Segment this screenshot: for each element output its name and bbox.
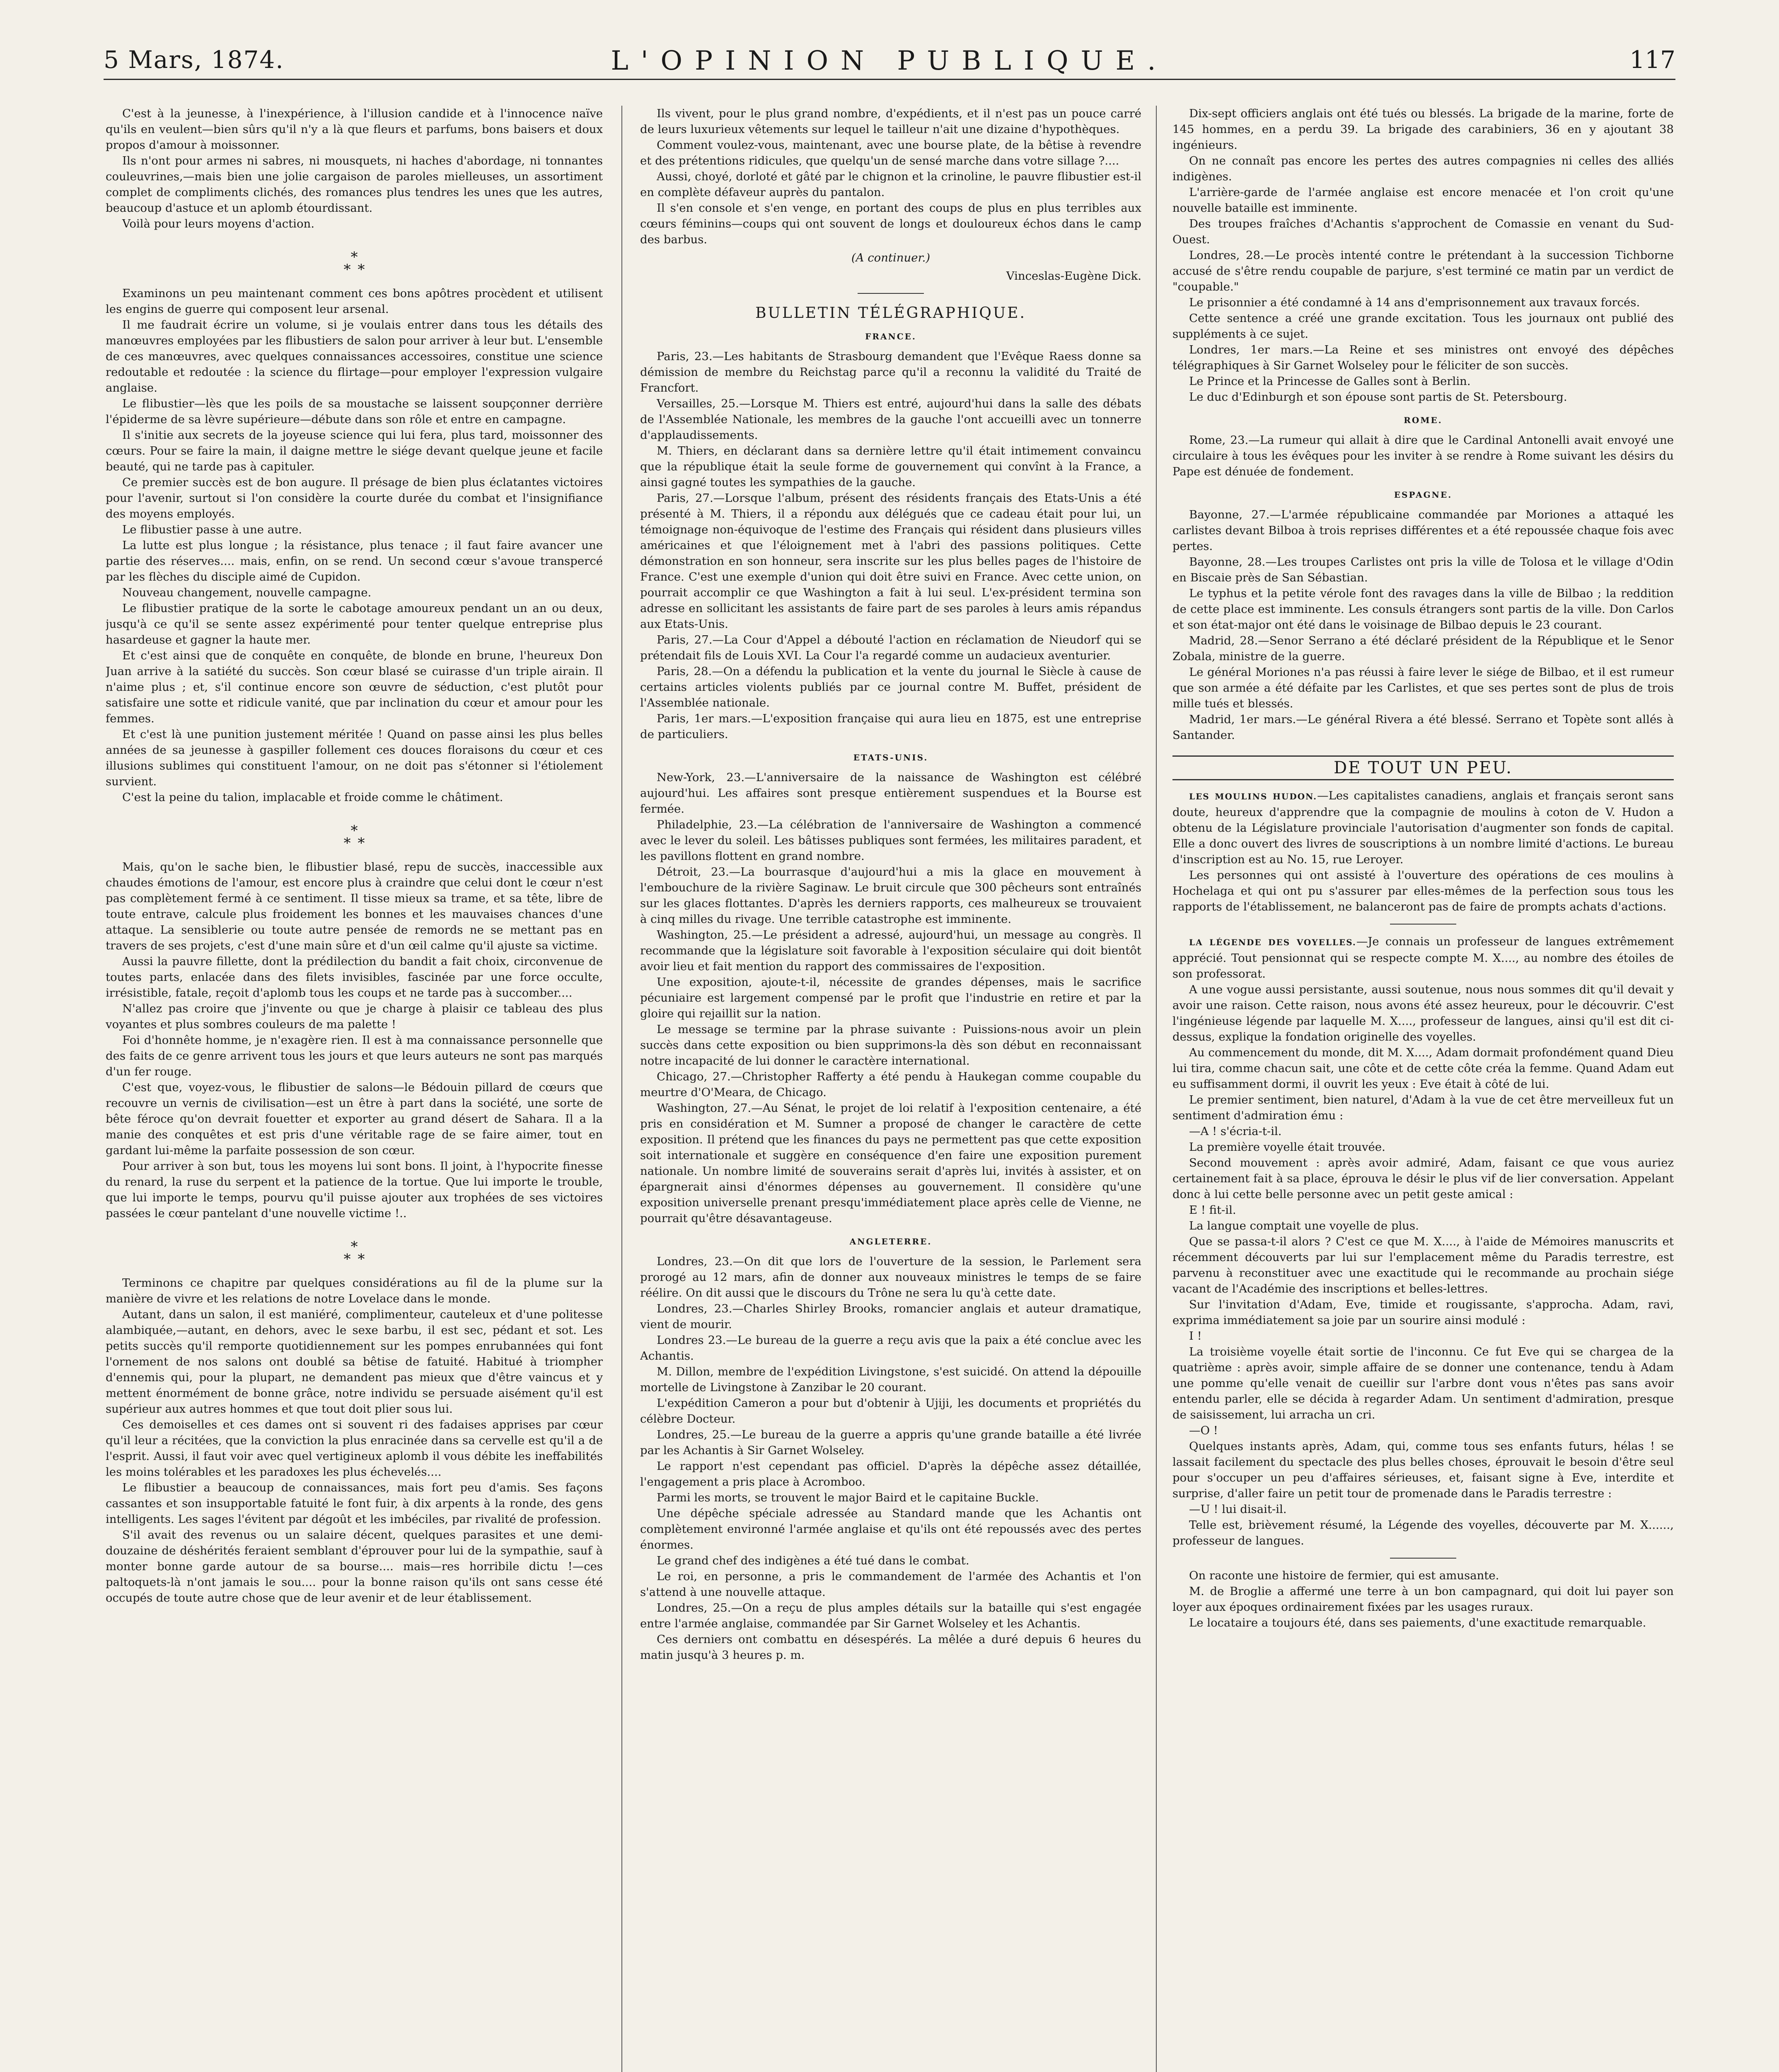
paragraph: Et c'est ainsi que de conquête en conquête, de blonde en brune, l'heureux Don Juan arrive à la satiété du succès. Son cœur blasé se cuirasse d'un triple airain. Il n'aime plus ; et, s'il continue encore son œuvre de séduction, c'est plutôt pour satisfaire une sotte et ridicule vanité, que par inclination du cœur et amour pour les femmes. xyxy=(106,649,603,725)
dispatch: Bayonne, 27.—L'armée républicaine commandée par Moriones a attaqué les carlistes devant Bilboa à trois reprises différentes et a été repoussée chaque fois avec pertes. xyxy=(1172,508,1674,553)
feuilleton-part-4 xyxy=(106,1275,603,1606)
dispatch: Le grand chef des indigènes a été tué dans le combat. xyxy=(657,1554,969,1567)
feuilleton-part-2 xyxy=(106,286,603,805)
paragraph: Ils n'ont pour armes ni sabres, ni mousquets, ni haches d'abordage, ni tonnantes couleuvrines,—mais bien une jolie cargaison de paroles mielleuses, un assortiment complet de compliments clichés, des romances plus tendres les unes que les autres, beaucoup d'astuce et un aplomb étourdissant. xyxy=(106,154,603,215)
dispatch: On ne connaît pas encore les pertes des autres compagnies ni celles des alliés indigènes. xyxy=(1172,154,1674,183)
paragraph: La troisième voyelle était sortie de l'inconnu. Ce fut Eve qui se chargea de la quatrième : après avoir, simple affaire de se donner une contenance, tendu à Adam une pomme qu'elle venait de cueillir sur l'arbre dont vous n'êtes pas sans avoir entendu parler, elle se décida à regarder Adam. Un sentiment d'admiration, presque de saisissement, lui arracha un cri. xyxy=(1172,1345,1674,1421)
subsection-etats-unis: ETATS-UNIS. xyxy=(853,753,928,762)
paragraph: Au commencement du monde, dit M. X...., Adam dormait profondément quand Dieu lui tira, comme chacun sait, une côte et de cette côte créa la femme. Quand Adam eut eu suffisamment dormi, il ouvrit les yeux : Eve était à côté de lui. xyxy=(1172,1046,1674,1091)
dispatch: Le duc d'Edinburgh et son épouse sont partis de St. Petersbourg. xyxy=(1189,390,1567,404)
paragraph: E ! fit-il. xyxy=(1189,1203,1236,1217)
dispatch: Paris, 1er mars.—L'exposition française qui aura lieu en 1875, est une entreprise de particuliers. xyxy=(640,712,1141,741)
paragraph: —O ! xyxy=(1189,1424,1218,1437)
paragraph: Ce premier succès est de bon augure. Il présage de bien plus éclatantes victoires pour l'avenir, surtout si l'on considère la courte durée du combat et l'insignifiance des moyens employés. xyxy=(106,476,603,520)
dispatch: Le général Moriones n'a pas réussi à faire lever le siége de Bilbao, et il est rumeur que son armée a été défaite par les Carlistes, et que ses pertes sont de plus de trois mille tués et blessés. xyxy=(1172,666,1674,710)
paragraph: La première voyelle était trouvée. xyxy=(1189,1140,1385,1154)
section-title-de-tout-un-peu: DE TOUT UN PEU. xyxy=(1172,755,1674,780)
issue-date: 5 Mars, 1874. xyxy=(104,46,284,74)
dispatch: Parmi les morts, se trouvent le major Baird et le capitaine Buckle. xyxy=(657,1491,1039,1504)
paragraph: Telle est, brièvement résumé, la Légende des voyelles, découverte par M. X......, professeur de langues. xyxy=(1172,1518,1674,1547)
dispatch: Le typhus et la petite vérole font des ravages dans la ville de Bilbao ; la reddition de cette place est imminente. Les consuls étrangers sont partis de la ville. Don Carlos et son état-major ont été dans le voisinage de Bilbao depuis le 23 courant. xyxy=(1172,587,1674,632)
item-text: —Les capitalistes canadiens, anglais et français seront sans doute, heureux d'apprendre que la compagnie de moulins à coton de V. Hudon a obtenu de la Législature provinciale l'autorisation d'augmenter son fonds de capital. Elle a donc ouvert des livres de souscriptions à un nombre limité d'actions. Le bureau d'inscription est au No. 15, rue Leroyer. xyxy=(1172,789,1674,866)
paragraph: Autant, dans un salon, il est maniéré, complimenteur, cauteleux et d'une politesse alambiquée,—autant, en dehors, avec le sexe barbu, il est sec, pédant et sot. Les petits succès qu'il remporte quotidiennement sur les pompes enrubannées qui font l'ornement de nos salons ont doublé sa bêtise de fatuité. Habitué à triompher d'ennemis qui, pour la plupart, ne demandent pas mieux que d'être vaincus et y mettent énormément de bonne grâce, notre individu se persuade aisément qu'il est supérieur aux autres hommes et que tout doit plier sous lui. xyxy=(106,1308,603,1416)
dispatch: Le Prince et la Princesse de Galles sont à Berlin. xyxy=(1189,375,1471,388)
section-title-bulletin: BULLETIN TÉLÉGRAPHIQUE. xyxy=(755,305,1026,322)
paragraph: Que se passa-t-il alors ? C'est ce que M. X...., à l'aide de Mémoires manuscrits et récemment découverts par lui sur l'emplacement même du Paradis terrestre, est parvenu à reconstituer avec une exactitude qui le recommande au prochain siége vacant de l'Académie des inscriptions et belles-lettres. xyxy=(1172,1235,1674,1295)
dispatch: Londres, 23.—On dit que lors de l'ouverture de la session, le Parlement sera prorogé au 12 mars, afin de donner aux nouveaux ministres le temps de se faire réélire. On dit aussi que le discours du Trône ne sera lu qu'à cette date. xyxy=(640,1255,1141,1300)
dispatch: Londres, 25.—On a reçu de plus amples détails sur la bataille qui s'est engagée entre l'armée anglaise, commandée par Sir Garnet Wolseley et les Achantis. xyxy=(640,1601,1141,1630)
dispatch: Paris, 27.—Lorsque l'album, présent des résidents français des Etats-Unis a été présenté à M. Thiers, il a répondu aux délégués que ce cadeau était pour lui, un témoignage non-équivoque de l'estime des Français qui résident dans plusieurs villes américaines et que l'éloignement met à l'abri des passions politiques. Cette démonstration en son honneur, sera inscrite sur les plus belles pages de l'histoire de France. C'est une exemple d'union qui doit être suivi en France. Avec cette union, on pourrait accomplir ce que Washington a fait à lui seul. L'ex-président termina son adresse en sollicitant les assistants de faire part de ses paroles à leurs amis répandus aux Etats-Unis. xyxy=(640,491,1141,631)
dispatch: Une exposition, ajoute-t-il, nécessite de grandes dépenses, mais le sacrifice pécuniaire est largement compensé par le profit que l'industrie en retire et par la gloire qui rejaillit sur la nation. xyxy=(640,975,1141,1020)
paragraph: Nouveau changement, nouvelle campagne. xyxy=(122,586,372,599)
dispatch: Bayonne, 28.—Les troupes Carlistes ont pris la ville de Tolosa et le village d'Odin en Biscaie près de San Sébastian. xyxy=(1172,555,1674,584)
paragraph: Il me faudrait écrire un volume, si je voulais entrer dans tous les détails des manœuvres employées par les flibustiers de salon pour arriver à leur but. L'ensemble de ces manœuvres, avec quelques connaissances accessoires, constitue une science redoutable et redoutée : la science du flirtage—pour employer l'expression vulgaire anglaise. xyxy=(106,318,603,395)
paragraph: On raconte une histoire de fermier, qui est amusante. xyxy=(1189,1569,1499,1582)
item-text: —Je connais un professeur de langues extrêmement apprécié. Tout pensionnat qui se respecte compte M. X...., au nombre des étoiles de son professorat. xyxy=(1172,935,1674,980)
paragraph: —A ! s'écria-t-il. xyxy=(1189,1125,1282,1138)
paragraph: La lutte est plus longue ; la résistance, plus tenace ; il faut faire avancer une partie des réserves.... mais, enfin, on se rend. Un second cœur s'avoue transpercé par les flèches du disciple aimé de Cupidon. xyxy=(106,539,603,583)
paragraph: Ces demoiselles et ces dames ont si souvent ri des fadaises apprises par cœur qu'il leur a récitées, que la conviction la plus enracinée dans sa cervelle est qu'il a de l'esprit. Aussi, il faut voir avec quel vertigineux aplomb il vous débite les ineffabilités les moins tolérables et les paradoxes les plus échevelés.... xyxy=(106,1418,603,1479)
column-rule xyxy=(621,106,622,2072)
paragraph: Et c'est là une punition justement méritée ! Quand on passe ainsi les plus belles années de sa jeunesse à gaspiller follement ces douces floraisons du cœur et ces illusions sublimes qui constituent l'amour, on ne doit pas s'étonner si l'étiolement survient. xyxy=(106,728,603,788)
subsection-france: FRANCE. xyxy=(865,332,916,341)
column-2 xyxy=(640,106,1141,2072)
paragraph: Les personnes qui ont assisté à l'ouverture des opérations de ces moulins à Hochelaga et qui ont pu s'assurer par elles-mêmes de la perfection sous tous les rapports de l'établissement, ne balanceront pas de faire de prompts achats d'actions. xyxy=(1172,869,1674,913)
paragraph: Mais, qu'on le sache bien, le flibustier blasé, repu de succès, inaccessible aux chaudes émotions de l'amour, est encore plus à craindre que celui dont le cœur n'est pas complètement fermé à ce sentiment. Il tisse mieux sa trame, et sa tête, libre de toute entrave, calcule plus froidement les bonnes et les mauvaises chances d'une attaque. La sensiblerie ou toute autre pensée de remords ne se mettant pas en travers de ses projets, c'est d'une main sûre et d'un œil calme qu'il ajuste sa victime. xyxy=(106,860,603,952)
paragraph: Pour arriver à son but, tous les moyens lui sont bons. Il joint, à l'hypocrite finesse du renard, la ruse du serpent et la patience de la tortue. Que lui importe le trouble, que lui importe le temps, pourvu qu'il puisse ajouter aux trophées de ses victoires passées le cœur pantelant d'une nouvelle victime !.. xyxy=(106,1159,603,1220)
dispatch: Détroit, 23.—La bourrasque d'aujourd'hui a mis la glace en mouvement à l'embouchure de la rivière Saginaw. Le bruit circule que 300 pêcheurs sont entraînés sur les glaces flottantes. D'après les derniers rapports, ces malheureux se trouvaient à cinq milles du rivage. Une terrible catastrophe est imminente. xyxy=(640,865,1141,926)
paragraph: Quelques instants après, Adam, qui, comme tous ses enfants futurs, hélas ! se lassait facilement du spectacle des plus belles choses, éprouvait le besoin d'être seul pour s'occuper un peu d'affaires sérieuses, et, faisant signe à Eve, interdite et surprise, d'aller faire un petit tour de promenade dans le Paradis terrestre : xyxy=(1172,1440,1674,1500)
paragraph: La langue comptait une voyelle de plus. xyxy=(1189,1219,1419,1232)
column-3 xyxy=(1172,106,1674,2072)
paragraph: C'est la peine du talion, implacable et froide comme le châtiment. xyxy=(122,791,503,804)
paragraph: I ! xyxy=(1189,1329,1202,1343)
dispatch: Washington, 27.—Au Sénat, le projet de loi relatif à l'exposition centenaire, a été pris en considération et M. Sumner a proposé de changer le caractère de cette exposition. Il prétend que les finances du pays ne permettent pas que cette exposition soit internationale et suggère en conséquence d'en faire une exposition purement nationale. Un nombre limité de souverains serait d'après lui, invités à assister, et on épargnerait ainsi d'énormes dépenses au gouvernement. Il considère qu'une exposition universelle prenant presqu'immédiatement place après celle de Vienne, ne pourrait qu'être désavantageuse. xyxy=(640,1101,1141,1225)
dispatch: Dix-sept officiers anglais ont été tués ou blessés. La brigade de la marine, forte de 145 hommes, en a perdu 39. La brigade des carabiniers, 36 en y ajoutant 38 ingénieurs. xyxy=(1172,107,1674,152)
dispatch: Versailles, 25.—Lorsque M. Thiers est entré, aujourd'hui dans la salle des débats de l'Assemblée Nationale, les membres de la gauche l'ont accueilli avec un tonnerre d'applaudissements. xyxy=(640,397,1141,442)
paragraph: Foi d'honnête homme, je n'exagère rien. Il est à ma connaissance personnelle que des faits de ce genre arrivent tous les jours et que leurs auteurs ne sont pas marqués d'un fer rouge. xyxy=(106,1034,603,1078)
dispatch: Madrid, 28.—Senor Serrano a été déclaré président de la République et le Senor Zobala, ministre de la guerre. xyxy=(1172,634,1674,663)
dispatch: Londres 23.—Le bureau de la guerre a reçu avis que la paix a été conclue avec les Achantis. xyxy=(640,1334,1141,1363)
paragraph: Il s'en console et s'en venge, en portant des coups de plus en plus terribles aux cœurs féminins—coups qui ont souvent de longs et douloureux échos dans le camp des barbus. xyxy=(640,201,1141,246)
feuilleton-part-3 xyxy=(106,859,603,1221)
paragraph: Aussi, choyé, dorloté et gâté par le chignon et la crinoline, le pauvre flibustier est-il en complète défaveur auprès du pantalon. xyxy=(640,170,1141,199)
dispatch: Ces derniers ont combattu en désespérés. La mêlée a duré depuis 6 heures du matin jusqu'à 3 heures p. m. xyxy=(640,1633,1141,1662)
subsection-angleterre: ANGLETERRE. xyxy=(849,1237,932,1247)
paragraph: Comment voulez-vous, maintenant, avec une bourse plate, de la bêtise à revendre et des prétentions ridicules, que quelqu'un de sensé marche dans votre sillage ?.... xyxy=(640,138,1141,167)
subsection-espagne: ESPAGNE. xyxy=(1394,490,1453,500)
page-number: 117 xyxy=(1629,46,1675,74)
asterism-divider: ∗ ∗ ∗ xyxy=(342,246,366,275)
paragraph: Il s'initie aux secrets de la joyeuse science qui lui fera, plus tard, moissonner des cœurs. Pour se faire la main, il daigne mettre le siége devant quelque jeune et facile beauté, qui ne tarde pas à capituler. xyxy=(106,428,603,473)
paragraph: Le flibustier—lès que les poils de sa moustache se laissent soupçonner derrière l'épiderme de sa lèvre supérieure—débute dans son rôle et entre en campagne. xyxy=(106,397,603,426)
dispatch: Paris, 28.—On a défendu la publication et la vente du journal le Siècle à cause de certains articles violents publiés par ce journal contre M. Buffet, président de l'Assemblée nationale. xyxy=(640,665,1141,709)
dispatch: Washington, 25.—Le président a adressé, aujourd'hui, un message au congrès. Il recommande que la législature soit favorable à l'exposition séculaire qui doit bientôt avoir lieu et fait mention du rapport des commissaires de l'exposition. xyxy=(640,928,1141,973)
dispatch: Londres, 28.—Le procès intenté contre le prétendant à la succession Tichborne accusé de s'être rendu coupable de parjure, s'est terminé ce matin par un verdict de "coupable." xyxy=(1172,249,1674,293)
dispatch: M. Dillon, membre de l'expédition Livingstone, s'est suicidé. On attend la dépouille mortelle de Livingstone à Zanzibar le 20 courant. xyxy=(640,1365,1141,1394)
item-legende-voyelles xyxy=(1172,934,1674,982)
subsection-rome: ROME. xyxy=(1404,415,1443,425)
paragraph: C'est à la jeunesse, à l'inexpérience, à l'illusion candide et à l'innocence naïve qu'ils en veulent—bien sûrs qu'il n'y a là que fleurs et parfums, bons baisers et doux propos d'amour à moissonner. xyxy=(106,107,603,152)
paragraph: Le flibustier passe à une autre. xyxy=(122,523,302,536)
column-rule xyxy=(1156,106,1157,2072)
dispatch: New-York, 23.—L'anniversaire de la naissance de Washington est célébré aujourd'hui. Les affaires sont presque entièrement suspendues et la Bourse est fermée. xyxy=(640,771,1141,816)
item-moulins-hudon xyxy=(1172,788,1674,867)
to-be-continued: (A continuer.) xyxy=(851,251,931,264)
dispatch: Une dépêche spéciale adressée au Standard mande que les Achantis ont complètement environné l'armée anglaise et qu'ils ont été repoussés avec des pertes énormes. xyxy=(640,1507,1141,1552)
item-lead: LA LÉGENDE DES VOYELLES. xyxy=(1189,937,1356,947)
paragraph: A une vogue aussi persistante, aussi soutenue, nous nous sommes dit qu'il devait y avoir une raison. Cette raison, nous avons été assez heureux, pour le découvrir. C'est l'ingénieuse légende par laquelle M. X...., professeur de langues, ainsi qu'il est dit ci-dessus, explique la fondation originelle des voyelles. xyxy=(1172,983,1674,1043)
paragraph: Le flibustier a beaucoup de connaissances, mais fort peu d'amis. Ses façons cassantes et son insupportable fatuité le font fuir, à dix arpents à la ronde, des gens intelligents. Les sages l'évitent par dégoût et les imbéciles, par rivalité de profession. xyxy=(106,1481,603,1526)
dispatch: Des troupes fraîches d'Achantis s'approchent de Comassie en venant du Sud-Ouest. xyxy=(1172,217,1674,246)
dispatch: Le rapport n'est cependant pas officiel. D'après la dépêche assez détaillée, l'engagement a pris place à Acromboo. xyxy=(640,1460,1141,1489)
asterism-divider: ∗ ∗ ∗ xyxy=(342,820,366,849)
column-1 xyxy=(106,106,603,2072)
divider xyxy=(1390,1558,1456,1559)
paragraph: N'allez pas croire que j'invente ou que je charge à plaisir ce tableau des plus voyantes et plus sombres couleurs de ma palette ! xyxy=(106,1002,603,1031)
dispatch: L'arrière-garde de l'armée anglaise est encore menacée et l'on croit qu'une nouvelle bataille est imminente. xyxy=(1172,186,1674,215)
paragraph: —U ! lui disait-il. xyxy=(1189,1503,1287,1516)
dispatch: Le prisonnier a été condamné à 14 ans d'emprisonnement aux travaux forcés. xyxy=(1189,296,1640,309)
dispatch: Le message se termine par la phrase suivante : Puissions-nous avoir un plein succès dans cette exposition ou bien supprimons-la dès son début en reconnaissant notre incapacité de lui donner le caractère international. xyxy=(640,1023,1141,1067)
running-head xyxy=(104,46,1675,80)
dispatch: Paris, 23.—Les habitants de Strasbourg demandent que l'Evêque Raess donne sa démission de membre du Reichstag parce qu'il a reconnu la validité du Traité de Francfort. xyxy=(640,350,1141,395)
dispatch: Londres, 23.—Charles Shirley Brooks, romancier anglais et auteur dramatique, vient de mourir. xyxy=(640,1302,1141,1331)
paragraph: Aussi la pauvre fillette, dont la prédilection du bandit a fait choix, circonvenue de toutes parts, enlacée dans des filets invisibles, fascinée par une force occulte, irrésistible, fatale, reçoit d'aplomb tous les coups et ne tarde pas à succomber.... xyxy=(106,955,603,1000)
dispatch: Le roi, en personne, a pris le commandement de l'armée des Achantis et l'on s'attend à une nouvelle attaque. xyxy=(640,1570,1141,1599)
paragraph: Ils vivent, pour le plus grand nombre, d'expédients, et il n'est pas un pouce carré de leurs luxurieux vêtements sur lequel le tailleur n'ait une dizaine d'hypothèques. xyxy=(640,107,1141,136)
dispatch: Paris, 27.—La Cour d'Appel a débouté l'action en réclamation de Nieudorf qui se prétendait fils de Louis XVI. La Cour l'a regardé comme un audacieux aventurier. xyxy=(640,633,1141,662)
divider xyxy=(858,293,924,294)
paragraph: Second mouvement : après avoir admiré, Adam, faisant ce que vous auriez certainement fait à sa place, éprouva le désir le plus vif de lier conversation. Appelant donc à lui cette belle personne avec un petit geste amical : xyxy=(1172,1156,1674,1201)
masthead-title: L'OPINION PUBLIQUE. xyxy=(611,46,1168,76)
dispatch: Madrid, 1er mars.—Le général Rivera a été blessé. Serrano et Topète sont allés à Santander. xyxy=(1172,713,1674,742)
paragraph: Le flibustier pratique de la sorte le cabotage amoureux pendant un an ou deux, jusqu'à ce qu'il se sente assez expérimenté pour tenter quelque entreprise plus hasardeuse et gagner la haute mer. xyxy=(106,602,603,646)
dispatch: M. Thiers, en déclarant dans sa dernière lettre qu'il était intimement convaincu que la république était la seule forme de gouvernement qui convînt à la France, a ainsi gagné toutes les sympathies de la gauche. xyxy=(640,444,1141,489)
paragraph: S'il avait des revenus ou un salaire décent, quelques parasites et une demi-douzaine de déshérités feraient semblant d'éprouver pour lui de la sympathie, sauf à monter bonne garde autour de sa bourse.... mais—res horribile dictu !—ces paltoquets-là n'ont jamais le sou.... pour la bonne raison qu'ils ont sans cesse été occupés de toute autre chose que de leur avenir et de leur établissement. xyxy=(106,1528,603,1605)
dispatch: Philadelphie, 23.—La célébration de l'anniversaire de Washington a commencé avec le lever du soleil. Les bâtisses publiques sont fermées, les militaires paradent, et les pavillons flottent en grand nombre. xyxy=(640,818,1141,863)
dispatch: Chicago, 27.—Christopher Rafferty a été pendu à Haukegan comme coupable du meurtre d'O'Meara, de Chicago. xyxy=(640,1070,1141,1099)
divider xyxy=(1390,924,1456,925)
item-lead: LES MOULINS HUDON. xyxy=(1189,792,1317,801)
paragraph: Le premier sentiment, bien naturel, d'Adam à la vue de cet être merveilleux fut un sentiment d'admiration ému : xyxy=(1172,1093,1674,1122)
dispatch: L'expédition Cameron a pour but d'obtenir à Ujiji, les documents et propriétés du célèbre Docteur. xyxy=(640,1397,1141,1426)
dispatch: Londres, 1er mars.—La Reine et ses ministres ont envoyé des dépêches télégraphiques à Sir Garnet Wolseley pour le féliciter de son succès. xyxy=(1172,343,1674,372)
feuilleton-part-1 xyxy=(106,106,603,232)
paragraph: C'est que, voyez-vous, le flibustier de salons—le Bédouin pillard de cœurs que recouvre un vernis de civilisation—est un être à part dans la société, une sorte de bête féroce qu'on devrait fouetter et exporter au grand désert de Sahara. Il a la manie des conquêtes et est pris d'une véritable rage de se faire aimer, tout en gardant lui-même la parfaite possession de son cœur. xyxy=(106,1081,603,1157)
paragraph: M. de Broglie a affermé une terre à un bon campagnard, qui doit lui payer son loyer aux époques ordinairement fixées par les usages ruraux. xyxy=(1172,1585,1674,1614)
paragraph: Terminons ce chapitre par quelques considérations au fil de la plume sur la manière de vivre et les relations de notre Lovelace dans le monde. xyxy=(106,1276,603,1305)
dispatch: Londres, 25.—Le bureau de la guerre a appris qu'une grande bataille a été livrée par les Achantis à Sir Garnet Wolseley. xyxy=(640,1428,1141,1457)
paragraph: Sur l'invitation d'Adam, Eve, timide et rougissante, s'approcha. Adam, ravi, exprima immédiatement sa joie par un sourire ainsi modulé : xyxy=(1172,1298,1674,1327)
author-signature: Vinceslas-Eugène Dick. xyxy=(1006,269,1141,283)
paragraph: Examinons un peu maintenant comment ces bons apôtres procèdent et utilisent les engins de guerre qui composent leur arsenal. xyxy=(106,287,603,316)
paragraph: Voilà pour leurs moyens d'action. xyxy=(122,217,314,230)
dispatch: Rome, 23.—La rumeur qui allait à dire que le Cardinal Antonelli avait envoyé une circulaire à tous les évêques pour les inviter à se rendre à Rome suivant les désirs du Pape est dénuée de fondement. xyxy=(1172,433,1674,478)
paragraph: Le locataire a toujours été, dans ses paiements, d'une exactitude remarquable. xyxy=(1189,1616,1646,1629)
asterism-divider: ∗ ∗ ∗ xyxy=(342,1236,366,1265)
dispatch: Cette sentence a créé une grande excitation. Tous les journaux ont publié des suppléments à ce sujet. xyxy=(1172,312,1674,341)
